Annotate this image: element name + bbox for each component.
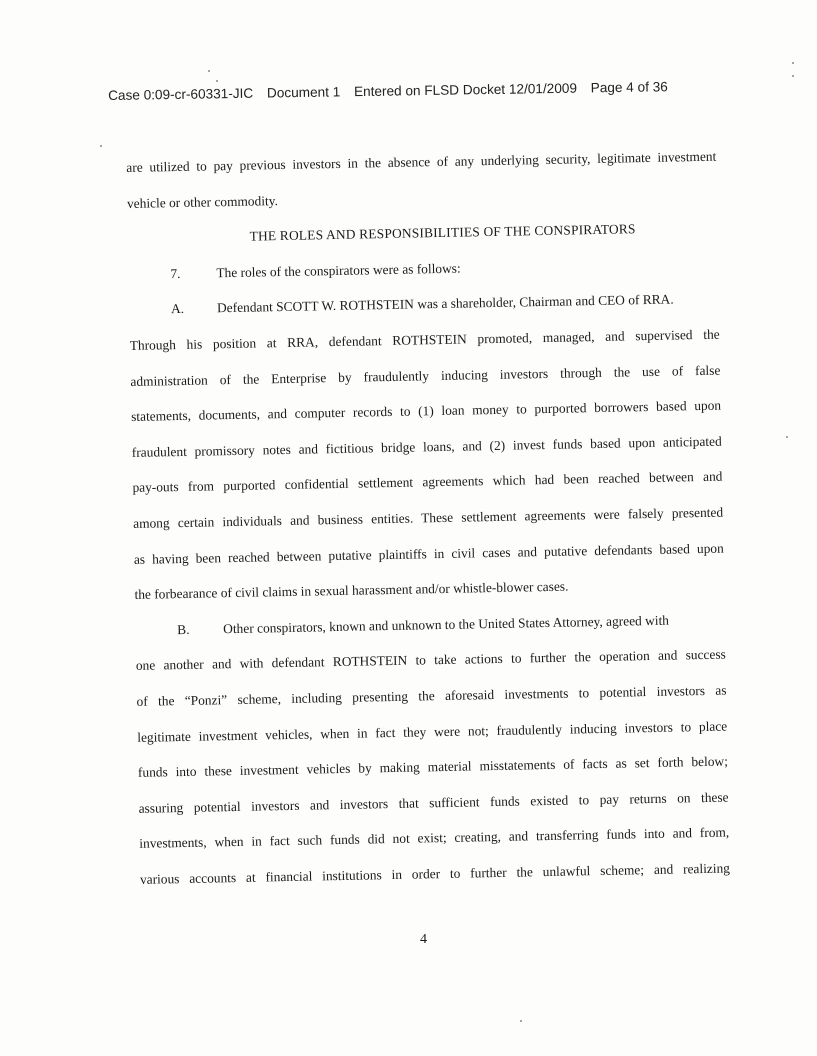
body-line: Through his position at RRA, defendant ROTHSTEIN promoted, managed, and supervised the	[129, 326, 720, 353]
document-number: Document 1	[266, 84, 341, 101]
body-line: assuring potential investors and investors that sufficient funds existed to pay returns on these	[138, 789, 729, 816]
body-line: legitimate investment vehicles, when in fact they were not; fraudulently inducing investors to place	[137, 718, 728, 745]
paragraph-label: A.	[170, 301, 185, 317]
body-line: the forbearance of civil claims in sexual harassment and/or whistle-blower cases.	[134, 578, 569, 603]
section-heading: THE ROLES AND RESPONSIBILITIES OF THE CONSPIRATORS	[249, 221, 636, 244]
body-line: investments, when in fact such funds did not exist; creating, and transferring funds into and from,	[139, 824, 730, 852]
body-line: funds into these investment vehicles by making material misstatements of facts as set forth below;	[137, 753, 728, 780]
paragraph-text: Other conspirators, known and unknown to the United States Attorney, agreed with	[223, 612, 670, 636]
body-line: among certain individuals and business entities. These settlement agreements were falsely presented	[133, 504, 724, 531]
scan-speck	[100, 145, 102, 147]
scan-speck	[216, 80, 218, 82]
body-line: various accounts at financial institutions in order to further the unlawful scheme; and realizing	[139, 860, 731, 887]
paragraph-text: The roles of the conspirators were as follows:	[216, 260, 461, 281]
body-line: fraudulent promissory notes and fictitious bridge loans, and (2) invest funds based upon anticipated	[131, 433, 722, 460]
scan-speck	[792, 62, 794, 64]
paragraph-number: 7.	[170, 265, 181, 281]
body-line: vehicle or other commodity.	[126, 192, 278, 211]
scan-speck	[208, 70, 210, 72]
paragraph-text: Defendant SCOTT W. ROTHSTEIN was a shareholder, Chairman and CEO of RRA.	[216, 291, 674, 316]
document-body	[126, 139, 730, 898]
scan-speck	[520, 1020, 522, 1022]
body-line: of the “Ponzi” scheme, including presenting the aforesaid investments to potential investors as	[136, 682, 727, 709]
paragraph-label: B.	[177, 621, 190, 637]
page-number: 4	[420, 932, 427, 947]
scan-speck	[792, 75, 794, 77]
body-line: statements, documents, and computer records to (1) loan money to purported borrowers based upon	[130, 397, 722, 425]
case-number: Case 0:09-cr-60331-JIC	[108, 85, 254, 103]
body-line: pay-outs from purported confidential settlement agreements which had been reached between and	[132, 468, 723, 496]
body-line: one another and with defendant ROTHSTEIN to take actions to further the operation and success	[135, 646, 726, 674]
body-line: are utilized to pay previous investors in the absence of any underlying security, legitimate investment	[126, 148, 717, 175]
scan-speck	[786, 436, 788, 438]
docket-entry: Entered on FLSD Docket 12/01/2009	[353, 80, 578, 100]
body-line: administration of the Enterprise by fraudulently inducing investors through the use of false	[130, 362, 721, 389]
docket-header	[108, 79, 708, 103]
body-line: as having been reached between putative plaintiffs in civil cases and putative defendants based upon	[133, 540, 724, 567]
page-of-total: Page 4 of 36	[590, 79, 668, 96]
